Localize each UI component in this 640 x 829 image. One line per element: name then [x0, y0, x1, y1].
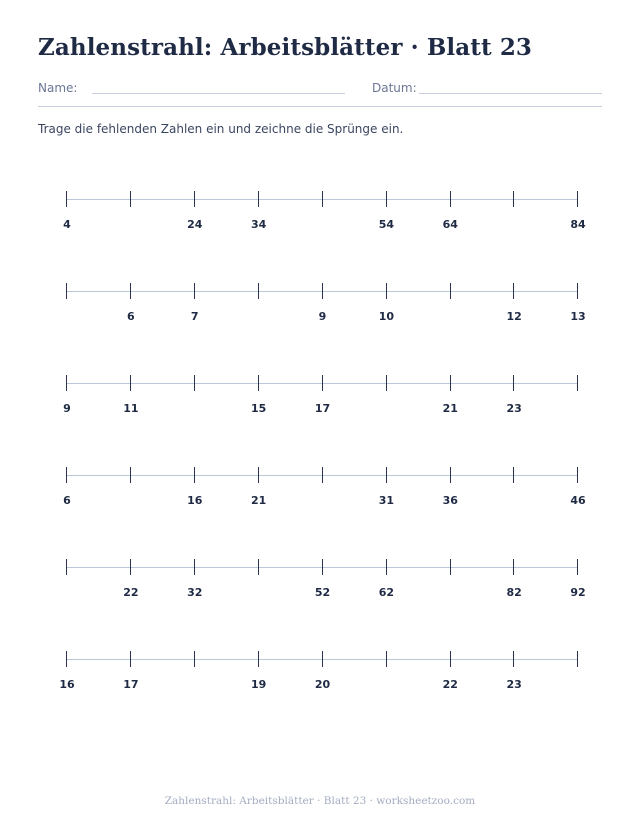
tick-mark: [66, 283, 67, 299]
tick-mark: [577, 467, 578, 483]
tick-label: 54: [378, 218, 395, 231]
tick-mark: [258, 375, 259, 391]
tick-mark: [66, 191, 67, 207]
tick-label: 7: [190, 310, 199, 323]
tick-mark: [66, 651, 67, 667]
tick-mark: [450, 467, 451, 483]
tick-mark: [513, 283, 514, 299]
number-line: [0, 475, 640, 535]
tick-mark: [322, 375, 323, 391]
tick-mark: [194, 375, 195, 391]
tick-label: 22: [123, 586, 139, 599]
header-divider: [38, 106, 602, 107]
tick-mark: [513, 375, 514, 391]
tick-mark: [386, 651, 387, 667]
tick-mark: [577, 559, 578, 575]
tick-mark: [322, 559, 323, 575]
tick-mark: [322, 651, 323, 667]
tick-mark: [66, 559, 67, 575]
tick-mark: [130, 559, 131, 575]
tick-label: 17: [314, 402, 331, 415]
tick-label: 11: [123, 402, 139, 415]
name-field[interactable]: [92, 93, 345, 94]
tick-label: 23: [506, 402, 522, 415]
tick-mark: [258, 467, 259, 483]
tick-label: 16: [187, 494, 203, 507]
tick-mark: [450, 283, 451, 299]
tick-mark: [450, 375, 451, 391]
tick-mark: [66, 467, 67, 483]
tick-mark: [322, 191, 323, 207]
tick-mark: [194, 651, 195, 667]
tick-mark: [386, 467, 387, 483]
tick-label: 92: [570, 586, 586, 599]
number-line: [0, 659, 640, 719]
number-line: [0, 567, 640, 627]
tick-label: 12: [506, 310, 522, 323]
number-line: [0, 291, 640, 351]
tick-label: 9: [318, 310, 327, 323]
tick-mark: [194, 467, 195, 483]
tick-label: 31: [378, 494, 395, 507]
tick-mark: [258, 651, 259, 667]
tick-label: 17: [123, 678, 139, 691]
tick-mark: [322, 467, 323, 483]
tick-label: 64: [442, 218, 458, 231]
tick-label: 21: [250, 494, 267, 507]
tick-label: 62: [378, 586, 395, 599]
tick-mark: [194, 283, 195, 299]
tick-mark: [513, 559, 514, 575]
tick-mark: [194, 559, 195, 575]
tick-label: 52: [314, 586, 331, 599]
tick-mark: [386, 559, 387, 575]
tick-label: 24: [187, 218, 203, 231]
tick-mark: [386, 283, 387, 299]
footer-text: Zahlenstrahl: Arbeitsblätter · Blatt 23 · worksheetzoo.com: [164, 795, 476, 807]
tick-label: 46: [570, 494, 586, 507]
tick-label: 6: [127, 310, 135, 323]
tick-label: 6: [63, 494, 71, 507]
tick-label: 10: [378, 310, 395, 323]
tick-label: 21: [442, 402, 458, 415]
tick-mark: [513, 651, 514, 667]
tick-label: 32: [187, 586, 203, 599]
number-line: [0, 383, 640, 443]
date-label: Datum:: [372, 81, 417, 95]
tick-mark: [577, 283, 578, 299]
tick-mark: [450, 191, 451, 207]
tick-mark: [577, 375, 578, 391]
tick-mark: [258, 191, 259, 207]
tick-mark: [450, 651, 451, 667]
tick-label: 9: [63, 402, 71, 415]
tick-mark: [577, 191, 578, 207]
tick-mark: [130, 283, 131, 299]
name-label: Name:: [38, 81, 78, 95]
number-line: [0, 199, 640, 259]
tick-mark: [130, 467, 131, 483]
tick-label: 84: [570, 218, 586, 231]
tick-label: 34: [250, 218, 267, 231]
tick-label: 13: [570, 310, 586, 323]
tick-mark: [577, 651, 578, 667]
tick-mark: [258, 559, 259, 575]
instruction-text: Trage die fehlenden Zahlen ein und zeichne die Sprünge ein.: [38, 122, 404, 136]
tick-label: 19: [250, 678, 267, 691]
tick-label: 15: [250, 402, 267, 415]
tick-mark: [66, 375, 67, 391]
tick-label: 82: [506, 586, 522, 599]
tick-mark: [322, 283, 323, 299]
tick-label: 36: [442, 494, 458, 507]
tick-mark: [130, 651, 131, 667]
tick-mark: [130, 375, 131, 391]
tick-label: 20: [314, 678, 331, 691]
tick-mark: [258, 283, 259, 299]
tick-mark: [130, 191, 131, 207]
tick-mark: [386, 375, 387, 391]
date-field[interactable]: [419, 93, 602, 94]
tick-mark: [194, 191, 195, 207]
page-title: Zahlenstrahl: Arbeitsblätter · Blatt 23: [38, 34, 533, 61]
tick-label: 4: [63, 218, 71, 231]
tick-mark: [450, 559, 451, 575]
tick-mark: [513, 467, 514, 483]
tick-label: 16: [59, 678, 75, 691]
tick-mark: [513, 191, 514, 207]
tick-mark: [386, 191, 387, 207]
tick-label: 22: [442, 678, 458, 691]
tick-label: 23: [506, 678, 522, 691]
